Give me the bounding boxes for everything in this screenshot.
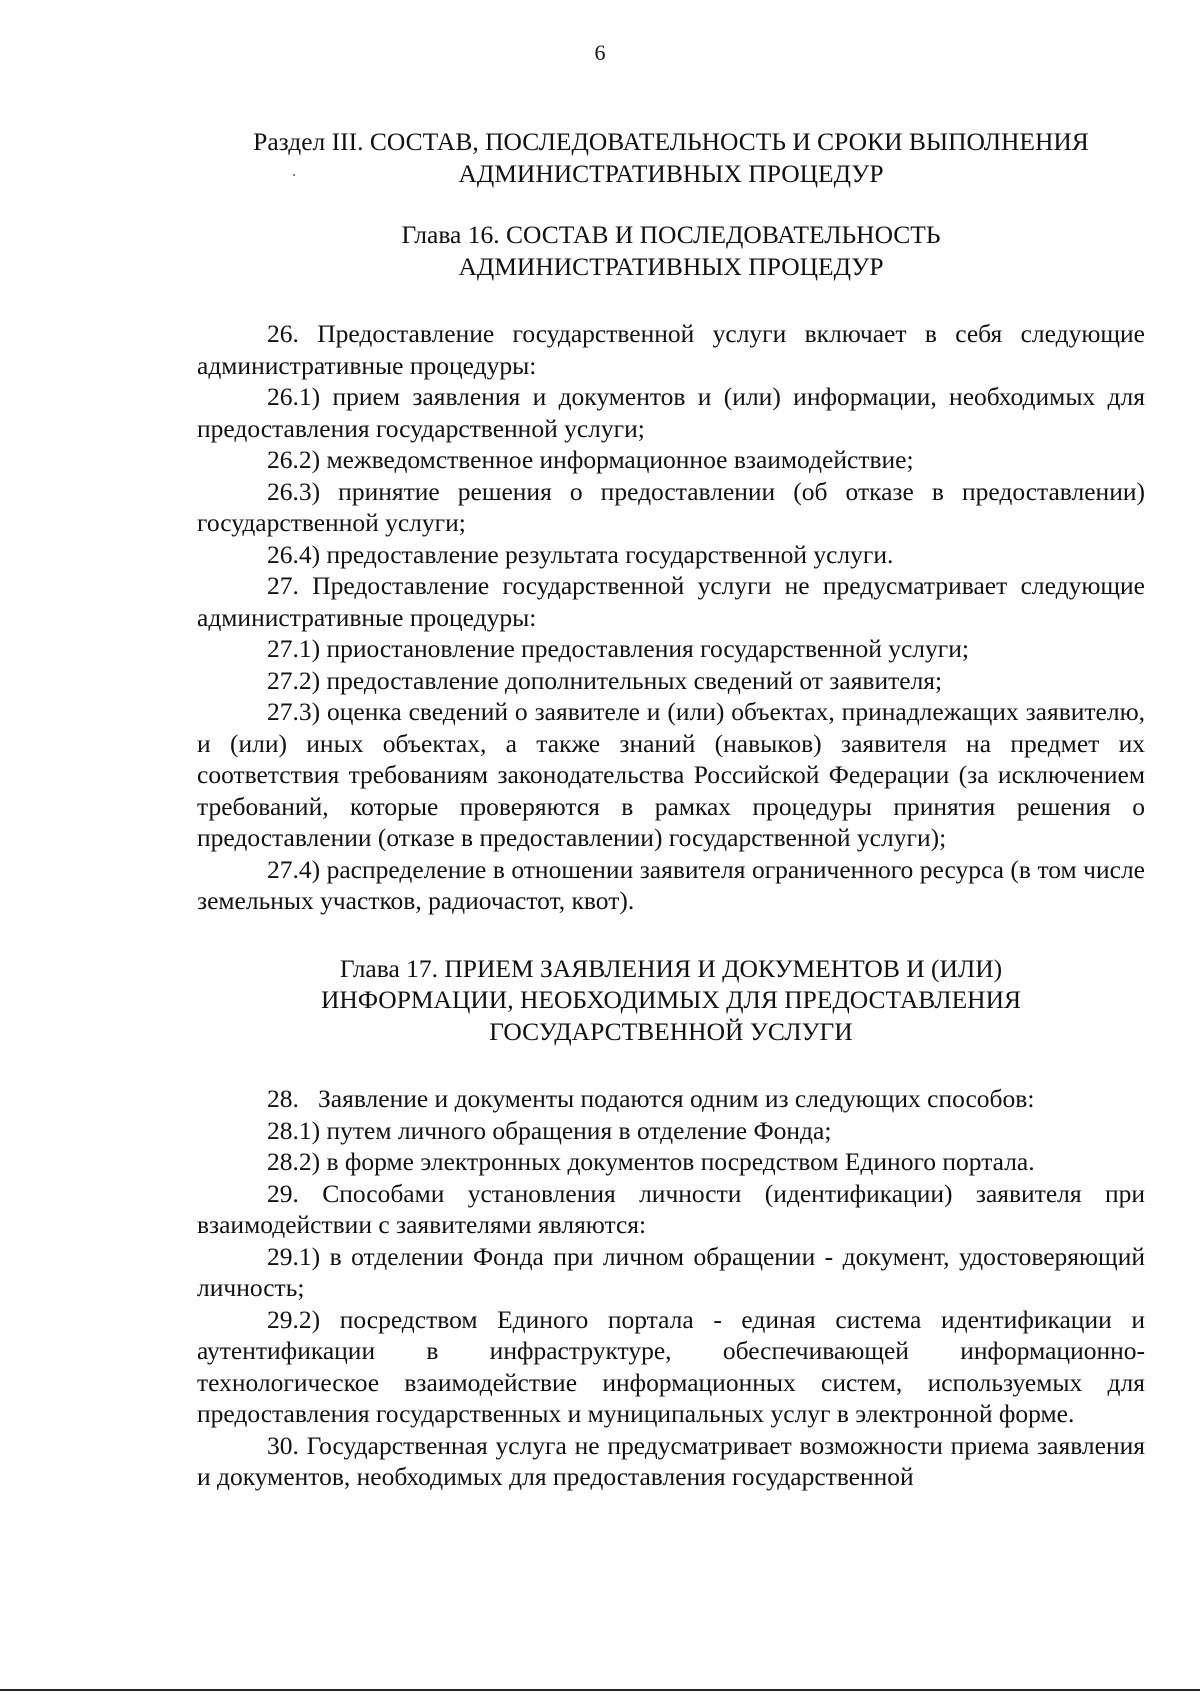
paragraph-27-4: 27.4) распределение в отношении заявителя ограниченного ресурса (в том числе земельных участков, радиочастот, квот). — [197, 854, 1145, 915]
section-heading-line-1: Раздел III. СОСТАВ, ПОСЛЕДОВАТЕЛЬНОСТЬ И СРОКИ ВЫПОЛНЕНИЯ — [253, 127, 1089, 156]
chapter-16-heading — [197, 219, 1145, 282]
paragraph-29-1: 29.1) в отделении Фонда при личном обращении - документ, удостоверяющий личность; — [197, 1241, 1145, 1302]
chapter-17-heading-line-2: ИНФОРМАЦИИ, НЕОБХОДИМЫХ ДЛЯ ПРЕДОСТАВЛЕНИЯ — [320, 985, 1021, 1014]
section-heading-line-2: АДМИНИСТРАТИВНЫХ ПРОЦЕДУР — [458, 158, 884, 188]
paragraph-30: 30. Государственная услуга не предусматривает возможности приема заявления и документов, необходимых для предоставления государственной — [197, 1430, 1145, 1491]
paragraph-27-1: 27.1) приостановление предоставления государственной услуги; — [267, 634, 969, 663]
paragraph-28-2: 28.2) в форме электронных документов посредством Единого портала. — [267, 1147, 1035, 1176]
chapter-16-heading-line-1: Глава 16. СОСТАВ И ПОСЛЕДОВАТЕЛЬНОСТЬ — [401, 220, 941, 249]
page-bottom-rule — [0, 1689, 1200, 1691]
paragraph-27-2: 27.2) предоставление дополнительных сведений от заявителя; — [267, 665, 943, 695]
paragraph-26: 26. Предоставление государственной услуги включает в себя следующие административные процедуры: — [197, 319, 1145, 380]
chapter-17-heading-line-1: Глава 17. ПРИЕМ ЗАЯВЛЕНИЯ И ДОКУМЕНТОВ И (ИЛИ) — [339, 953, 1003, 983]
paragraph-26-1: 26.1) прием заявления и документов и (или) информации, необходимых для предоставления государственной услуги; — [197, 382, 1145, 443]
paragraph-27: 27. Предоставление государственной услуги не предусматривает следующие административные процедуры: — [197, 571, 1145, 632]
paragraph-26-4: 26.4) предоставление результата государственной услуги. — [267, 539, 894, 569]
paragraph-29: 29. Способами установления личности (идентификации) заявителя при взаимодействии с заявителями являются: — [197, 1178, 1145, 1239]
paragraph-26-2: 26.2) межведомственное информационное взаимодействие; — [267, 445, 914, 474]
paragraph-27-3: 27.3) оценка сведений о заявителе и (или) объектах, принадлежащих заявителю, и (или) иных объектах, а также знаний (навыков) заявителя на предмет их соответствия требованиям законодательства Российской Федерации (за исключением требований, которые проверяются в рамках процедуры принятия решения о предоставлении (отказе в предоставлении) государственной услуги); — [197, 697, 1145, 852]
page-number: 6 — [594, 40, 606, 65]
section-heading — [197, 126, 1145, 189]
paragraph-26-3: 26.3) принятие решения о предоставлении (об отказе в предоставлении) государственной услуги; — [197, 476, 1145, 537]
document-body — [197, 126, 1145, 1493]
chapter-17-heading — [197, 953, 1145, 1048]
paragraph-29-2: 29.2) посредством Единого портала - единая система идентификации и аутентификации в инфраструктуре, обеспечивающей информационно-технологическое взаимодействие информационных систем, используемых для предоставления государственных и муниципальных услуг в электронной форме. — [197, 1304, 1145, 1428]
chapter-16-heading-line-2: АДМИНИСТРАТИВНЫХ ПРОЦЕДУР — [458, 251, 884, 281]
paragraph-28-1: 28.1) путем личного обращения в отделение Фонда; — [267, 1115, 832, 1145]
chapter-17-heading-line-3: ГОСУДАРСТВЕННОЙ УСЛУГИ — [489, 1016, 853, 1046]
paragraph-28: 28. Заявление и документы подаются одним из следующих способов: — [267, 1084, 1035, 1113]
